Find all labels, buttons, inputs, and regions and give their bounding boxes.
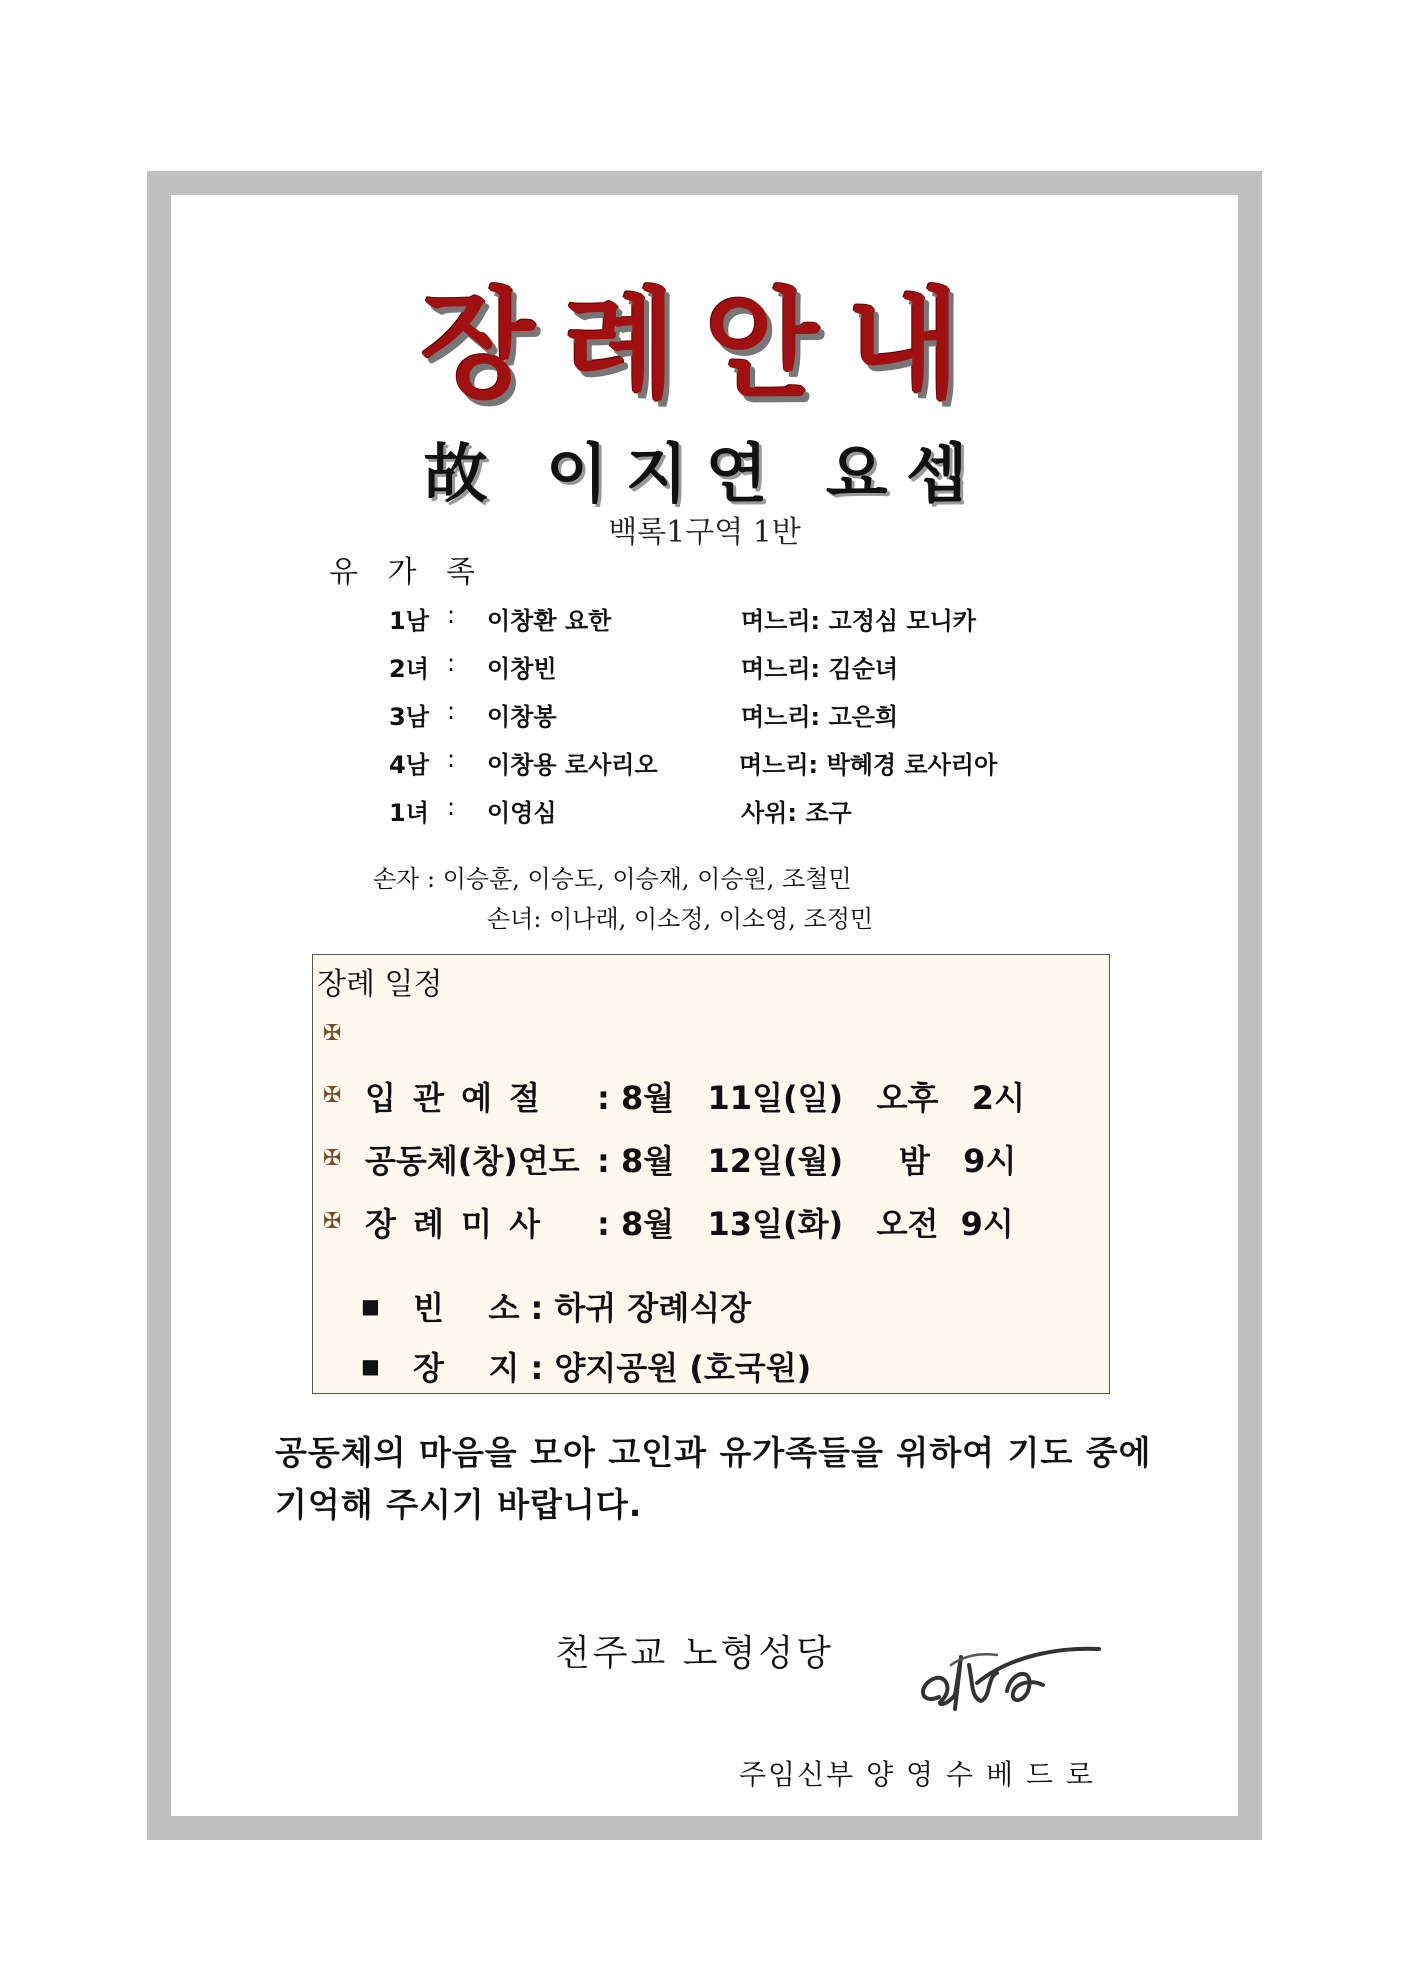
pastor-name: 주임신부 양 영 수 베 드 로: [739, 1758, 1095, 1791]
family-colon: :: [447, 745, 456, 773]
schedule-event: [365, 1136, 1016, 1182]
church-name: 천주교 노형성당: [555, 1633, 834, 1674]
maltese-cross-icon: ✠: [323, 1209, 342, 1234]
grandsons: 손자 : 이승훈, 이승도, 이승재, 이승원, 조철민: [373, 865, 852, 893]
family-name: 이창환 요한: [487, 607, 612, 635]
deceased-name: 故 이지연 요셉: [423, 438, 986, 512]
family-colon: :: [447, 793, 456, 821]
event-label: 장 례 미 사: [365, 1205, 544, 1243]
event-label: 입 관 예 절: [365, 1079, 544, 1117]
family-row: [171, 697, 1238, 731]
event-detail: : 8월 11일(일) 오후 2시: [597, 1079, 1025, 1117]
family-row: [171, 649, 1238, 683]
family-name: 이창용 로사리오: [487, 751, 658, 779]
maltese-cross-icon: ✠: [323, 1083, 342, 1108]
family-relation: 4남: [389, 751, 429, 779]
maltese-cross-icon: ✠: [323, 1146, 342, 1171]
family-relation: 1남: [389, 607, 429, 635]
family-spouse: 며느리: 박혜경 로사리아: [739, 751, 998, 779]
funeral-schedule-box: [312, 954, 1110, 1394]
maltese-cross-icon: ✠: [323, 1021, 342, 1046]
family-relation: 2녀: [389, 655, 429, 683]
family-colon: :: [447, 601, 456, 629]
family-colon: :: [447, 697, 456, 725]
square-bullet-icon: ■: [361, 1354, 380, 1378]
signature-icon: [911, 1635, 1101, 1725]
schedule-event: [365, 1073, 1025, 1119]
family-spouse: 며느리: 고은희: [741, 703, 899, 731]
event-label: 공동체(창)연도: [365, 1142, 580, 1180]
event-detail: : 8월 12일(월) 밤 9시: [597, 1142, 1017, 1180]
family-relation: 1녀: [389, 799, 429, 827]
family-name: 이영심: [487, 799, 557, 827]
schedule-event: [365, 1199, 1014, 1245]
page-frame: [147, 171, 1262, 1840]
family-row: [171, 745, 1238, 779]
notice-title: 장례안내: [420, 276, 989, 414]
family-spouse: 사위: 조구: [741, 799, 852, 827]
burial-location: 장 지 : 양지공원 (호국원): [413, 1349, 812, 1387]
schedule-heading: 장례 일정: [317, 967, 443, 1002]
wake-location: 빈 소 : 하귀 장례식장: [413, 1289, 752, 1327]
family-name: 이창빈: [487, 655, 557, 683]
square-bullet-icon: ■: [361, 1294, 380, 1318]
family-spouse: 며느리: 고정심 모니카: [741, 607, 976, 635]
family-heading: 유 가 족: [329, 555, 486, 590]
event-detail: : 8월 13일(화) 오전 9시: [597, 1205, 1014, 1243]
closing-message: 공동체의 마음을 모아 고인과 유가족들을 위하여 기도 중에 기억해 주시기 바랍니다.: [275, 1433, 1152, 1524]
family-row: [171, 793, 1238, 827]
family-spouse: 며느리: 김순녀: [741, 655, 899, 683]
family-colon: :: [447, 649, 456, 677]
family-row: [171, 601, 1238, 635]
granddaughters: 손녀: 이나래, 이소정, 이소영, 조정민: [487, 905, 874, 933]
family-name: 이창봉: [487, 703, 557, 731]
family-relation: 3남: [389, 703, 429, 731]
parish-area: 백록1구역 1반: [608, 515, 801, 550]
notice-paper: [171, 195, 1238, 1816]
